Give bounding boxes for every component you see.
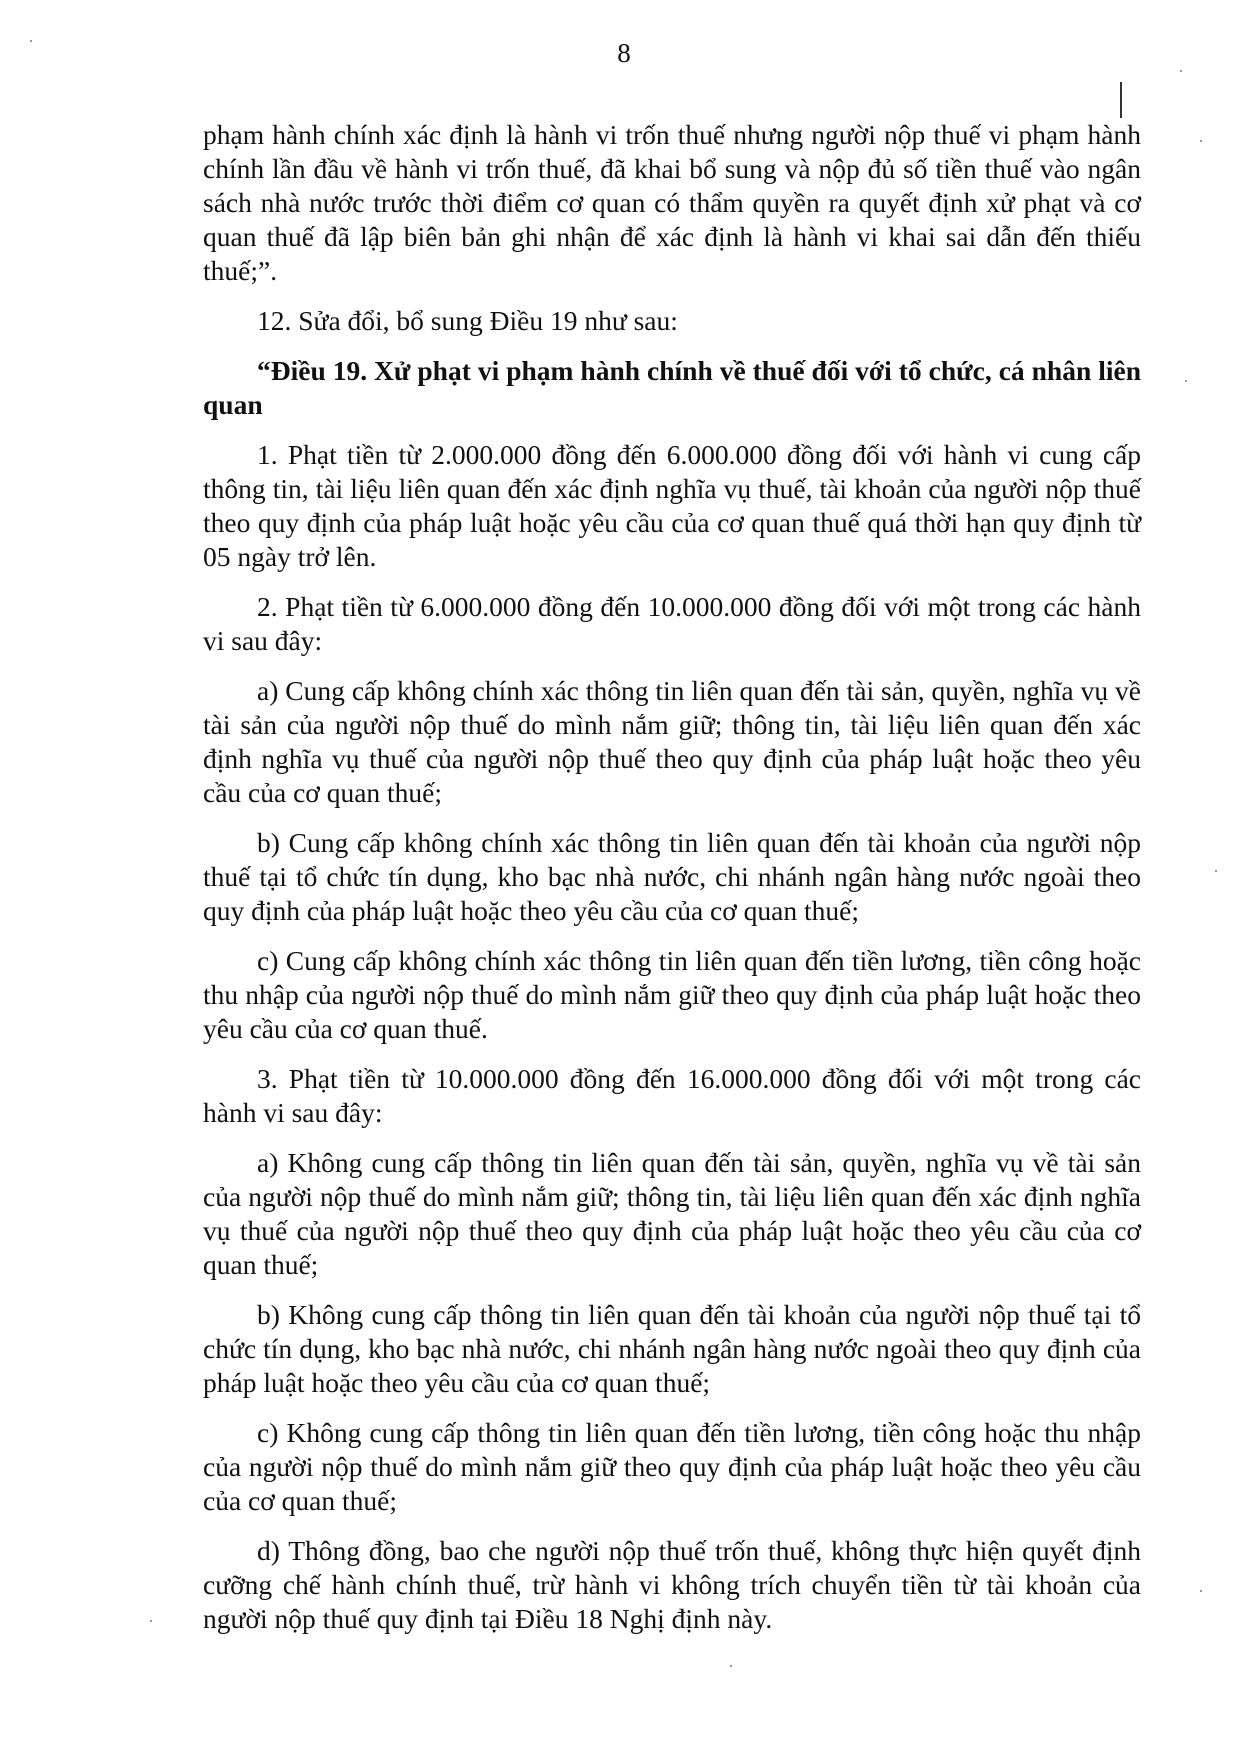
clause-2: 2. Phạt tiền từ 6.000.000 đồng đến 10.000.000 đồng đối với một trong các hành vi sau đây: xyxy=(203,591,1141,656)
clause-1: 1. Phạt tiền từ 2.000.000 đồng đến 6.000.000 đồng đối với hành vi cung cấp thông tin, tài liệu liên quan đến xác định nghĩa vụ thuế, tài khoản của người nộp thuế theo quy định của pháp luật hoặc yêu cầu của cơ quan thuế quá thời hạn quy định từ 05 ngày trở lên. xyxy=(203,439,1141,572)
scan-speck xyxy=(1180,70,1182,72)
scan-speck xyxy=(150,1620,152,1622)
clause-2-point-a: a) Cung cấp không chính xác thông tin liên quan đến tài sản, quyền, nghĩa vụ về tài sản của người nộp thuế do mình nắm giữ; thông tin, tài liệu liên quan đến xác định nghĩa vụ thuế của người nộp thuế theo quy định của pháp luật hoặc theo yêu cầu của cơ quan thuế; xyxy=(203,675,1141,808)
margin-mark xyxy=(1120,82,1122,118)
clause-3-point-a: a) Không cung cấp thông tin liên quan đến tài sản, quyền, nghĩa vụ về tài sản của người nộp thuế do mình nắm giữ; thông tin, tài liệu liên quan đến xác định nghĩa vụ thuế của người nộp thuế theo quy định của pháp luật hoặc theo yêu cầu của cơ quan thuế; xyxy=(203,1147,1141,1280)
scan-speck xyxy=(1200,1590,1202,1592)
clause-2-point-b: b) Cung cấp không chính xác thông tin liên quan đến tài khoản của người nộp thuế tại tổ chức tín dụng, kho bạc nhà nước, chi nhánh ngân hàng nước ngoài theo quy định của pháp luật hoặc theo yêu cầu của cơ quan thuế; xyxy=(203,827,1141,926)
scan-speck xyxy=(730,1665,732,1667)
scan-speck xyxy=(1215,870,1217,872)
clause-3-point-d: d) Thông đồng, bao che người nộp thuế trốn thuế, không thực hiện quyết định cưỡng chế hành chính thuế, trừ hành vi không trích chuyển tiền từ tài khoản của người nộp thuế quy định tại Điều 18 Nghị định này. xyxy=(203,1535,1141,1634)
continuation-paragraph: phạm hành chính xác định là hành vi trốn thuế nhưng người nộp thuế vi phạm hành chính lần đầu về hành vi trốn thuế, đã khai bổ sung và nộp đủ số tiền thuế vào ngân sách nhà nước trước thời điểm cơ quan có thẩm quyền ra quyết định xử phạt và cơ quan thuế đã lập biên bản ghi nhận để xác định là hành vi khai sai dẫn đến thiếu thuế;”. xyxy=(203,119,1141,286)
clause-3: 3. Phạt tiền từ 10.000.000 đồng đến 16.000.000 đồng đối với một trong các hành vi sau đây: xyxy=(203,1063,1141,1128)
scan-speck xyxy=(1200,140,1202,142)
amendment-clause-12: 12. Sửa đổi, bổ sung Điều 19 như sau: xyxy=(257,305,678,336)
clause-3-point-b: b) Không cung cấp thông tin liên quan đến tài khoản của người nộp thuế tại tổ chức tín dụng, kho bạc nhà nước, chi nhánh ngân hàng nước ngoài theo quy định của pháp luật hoặc theo yêu cầu của cơ quan thuế; xyxy=(203,1299,1141,1398)
scan-speck xyxy=(1185,380,1187,382)
article-19-heading: “Điều 19. Xử phạt vi phạm hành chính về thuế đối với tổ chức, cá nhân liên quan xyxy=(203,355,1141,420)
clause-3-point-c: c) Không cung cấp thông tin liên quan đến tiền lương, tiền công hoặc thu nhập của người nộp thuế do mình nắm giữ theo quy định của pháp luật hoặc theo yêu cầu của cơ quan thuế; xyxy=(203,1417,1141,1516)
page-number: 8 xyxy=(617,38,631,68)
document-body xyxy=(203,118,1141,1652)
clause-2-point-c: c) Cung cấp không chính xác thông tin liên quan đến tiền lương, tiền công hoặc thu nhập của người nộp thuế do mình nắm giữ theo quy định của pháp luật hoặc theo yêu cầu của cơ quan thuế. xyxy=(203,945,1141,1044)
scan-speck xyxy=(30,40,32,42)
